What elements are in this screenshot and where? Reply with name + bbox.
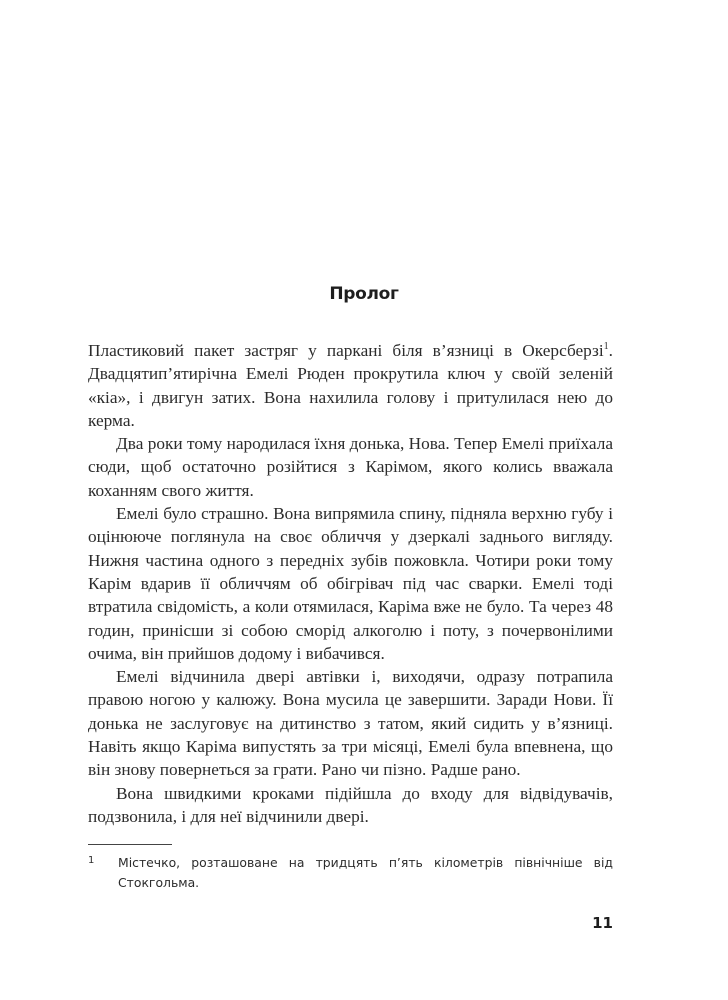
paragraph: [88, 339, 613, 432]
paragraph-text: Емелі було страшно. Вона випрямила спину, підняла верхню губу і оцінююче поглянула на своє обличчя у дзеркалі заднього вигляду. Нижня частина одного з передніх зубів пожовкла. Чотири роки тому Карім вдарив її обличчям об обігрівач під час сварки. Емелі тоді втратила свідомість, а коли отямилася, Каріма вже не було. Та через 48 годин, принісши зі собою сморід алкоголю і поту, з почервонілими очима, він прийшов додому і вибачився.: [88, 504, 613, 663]
footnote-divider: [88, 844, 172, 845]
paragraph-text: Вона швидкими кроками підійшла до входу для відвідувачів, подзвонила, і для неї відчинили двері.: [88, 783, 613, 826]
footnote-mark: 1: [88, 855, 95, 866]
footnote-text: Містечко, розташоване на тридцять п’ять кілометрів північніше від Стокгольма.: [118, 855, 613, 890]
footnote-reference[interactable]: 1: [603, 341, 609, 353]
paragraph: [88, 432, 613, 502]
body-text: [88, 339, 613, 828]
page-number: 11: [592, 914, 613, 932]
footnote: [88, 853, 613, 893]
paragraph-text: Емелі відчинила двері автівки і, виходячи, одразу потрапила правою ногою у калюжу. Вона мусила це завершити. Заради Нови. Її донька не заслуговує на дитинство з татом, який сидить у в’язниці. Навіть якщо Каріма випустять за три місяці, Емелі була впевнена, що він знову повернеться за грати. Рано чи пізно. Радше рано.: [88, 667, 613, 780]
chapter-title: Пролог: [329, 284, 399, 304]
paragraph-text: Пластиковий пакет застряг у паркані біля в’язниці в Окерсберзі: [88, 341, 604, 360]
paragraph: [88, 502, 613, 665]
paragraph-text: . Двадцятип’ятирічна Емелі Рюден прокрутила ключ у своїй зеленій «кіа», і двигун затих. Вона нахилила голову і притулилася нею до керма.: [88, 341, 613, 430]
paragraph-text: Два роки тому народилася їхня донька, Нова. Тепер Емелі приїхала сюди, щоб остаточно розійтися з Карімом, якого колись вважала коханням свого життя.: [88, 434, 613, 500]
paragraph: [88, 665, 613, 781]
paragraph: [88, 782, 613, 829]
